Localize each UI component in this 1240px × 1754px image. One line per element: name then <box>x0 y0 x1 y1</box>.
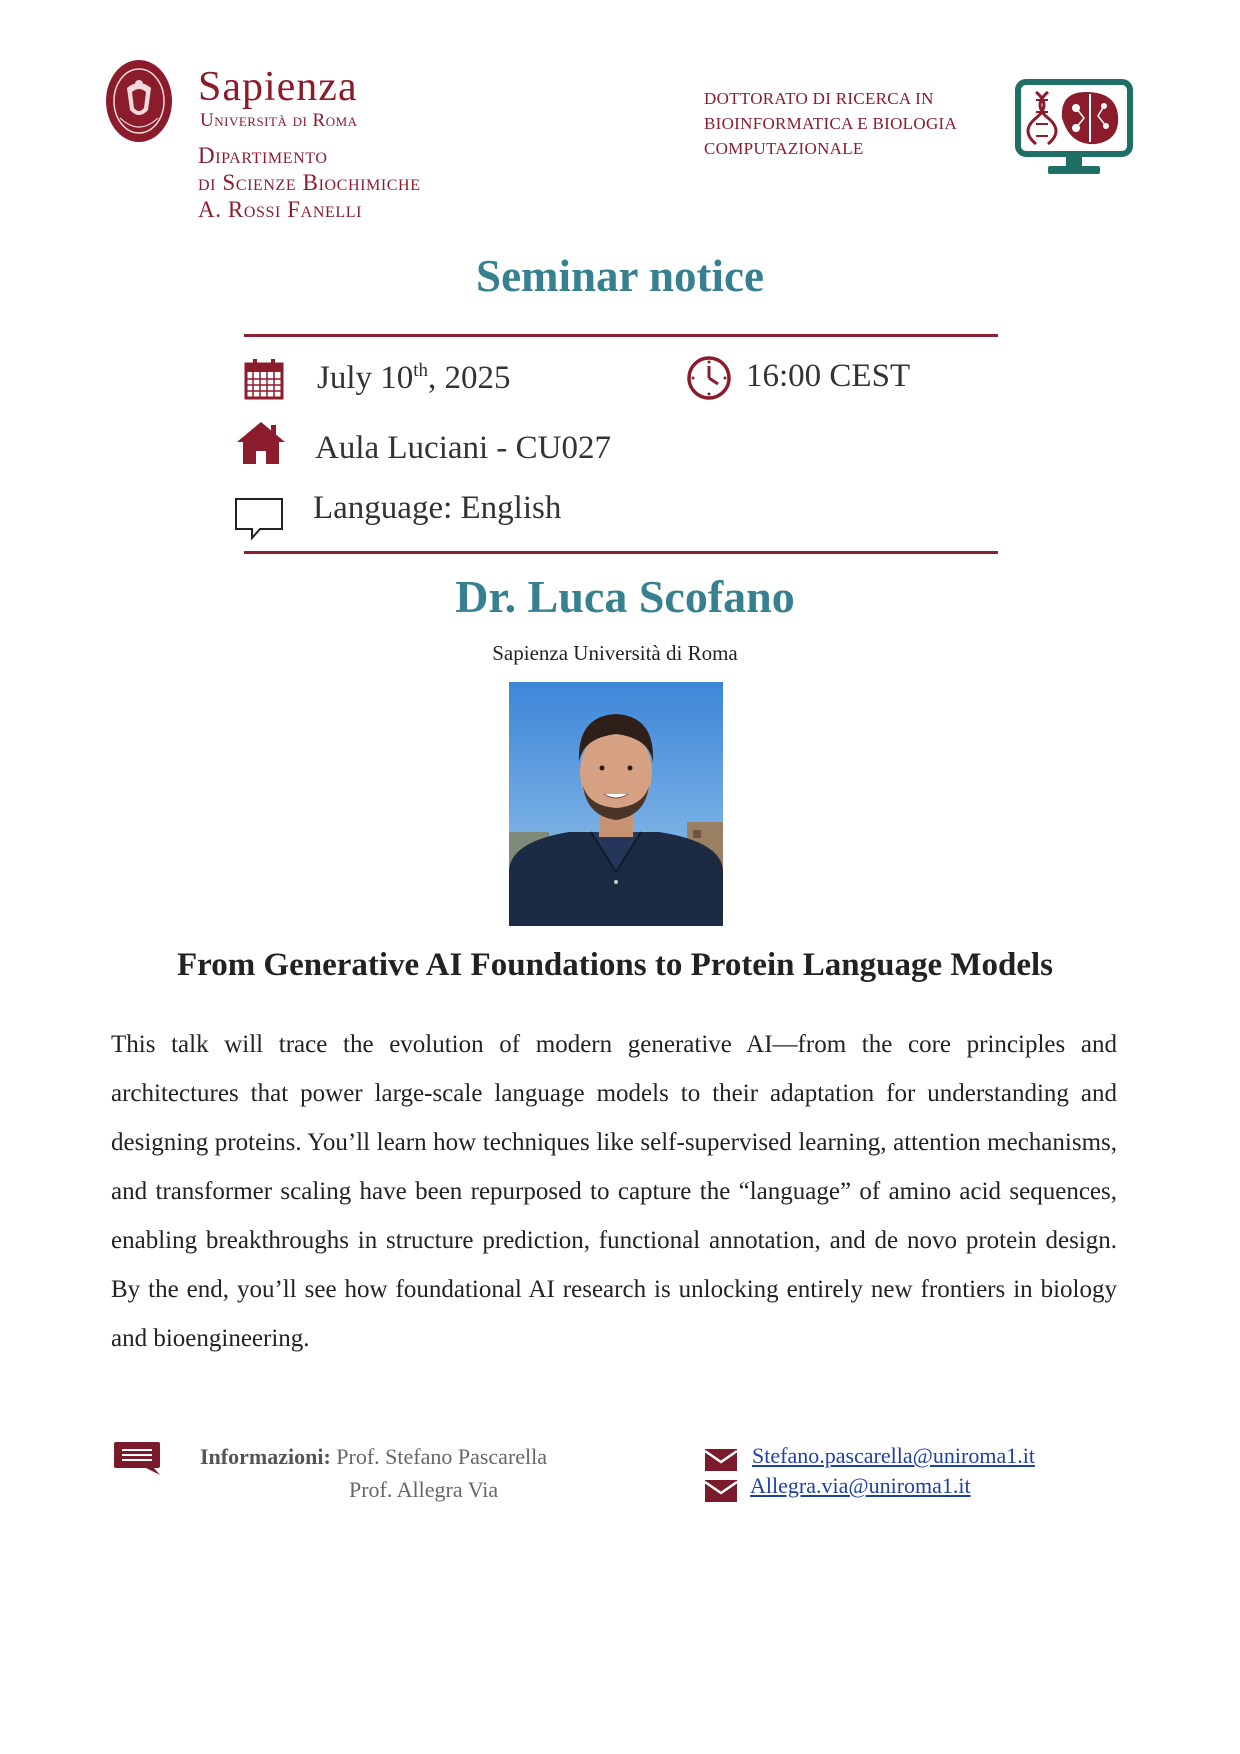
phd-program-name <box>704 86 957 161</box>
speaker-name: Dr. Luca Scofano <box>455 571 795 622</box>
calendar-icon <box>244 358 284 400</box>
chat-icon <box>112 1440 162 1476</box>
clock-icon <box>686 355 732 401</box>
page-title: Seminar notice <box>476 251 764 301</box>
department-line-1: Dipartimento <box>198 143 328 168</box>
phd-line-3: COMPUTAZIONALE <box>704 139 864 158</box>
mail-icon <box>705 1480 737 1502</box>
speech-bubble-icon <box>234 495 284 541</box>
event-date <box>317 360 511 397</box>
contact-person-1: Prof. Stefano Pascarella <box>336 1444 548 1469</box>
speaker-affiliation: Sapienza Università di Roma <box>492 641 738 665</box>
home-icon <box>235 420 287 466</box>
university-subtitle: Università di Roma <box>200 110 358 131</box>
email-link-via[interactable]: Allegra.via@uniroma1.it <box>750 1473 971 1498</box>
talk-abstract: This talk will trace the evolution of modern generative AI—from the core principles and architectures that power large-scale language models to their adaptation for understanding and designing proteins. You’ll learn how techniques like self-supervised learning, attention mechanisms, and transformer scaling have been repurposed to capture the “language” of amino acid sequences, enabling breakthroughs in structure prediction, functional annotation, and de novo protein design. By the end, you’ll see how foundational AI research is unlocking entirely new frontiers in biology and bioengineering. <box>111 1031 1117 1352</box>
phd-line-2: BIOINFORMATICA E BIOLOGIA <box>704 114 958 133</box>
speaker-photo <box>509 682 723 926</box>
contact-person-2: Prof. Allegra Via <box>349 1477 499 1502</box>
sapienza-seal <box>104 58 174 144</box>
department-name <box>198 142 421 223</box>
top-divider <box>244 334 998 337</box>
dna-brain-monitor-icon <box>1014 78 1134 180</box>
email-link-pascarella[interactable]: Stefano.pascarella@uniroma1.it <box>752 1443 1035 1468</box>
department-line-2: di Scienze Biochimiche <box>198 170 421 195</box>
talk-title: From Generative AI Foundations to Protein Language Models <box>176 947 1053 983</box>
event-language: Language: English <box>313 490 562 526</box>
phd-line-1: DOTTORATO DI RICERCA IN <box>704 89 934 108</box>
event-time: 16:00 CEST <box>746 358 911 394</box>
event-location: Aula Luciani - CU027 <box>315 430 612 466</box>
contact-label: Informazioni: <box>200 1444 331 1469</box>
bottom-divider <box>244 551 998 554</box>
event-date-year: , 2025 <box>428 360 511 396</box>
university-name: Sapienza <box>198 64 358 110</box>
department-line-3: A. Rossi Fanelli <box>198 197 363 222</box>
contact-info <box>200 1444 547 1470</box>
event-date-suffix: th <box>413 360 429 381</box>
event-date-day: July 10 <box>317 360 414 396</box>
mail-icon <box>705 1449 737 1471</box>
